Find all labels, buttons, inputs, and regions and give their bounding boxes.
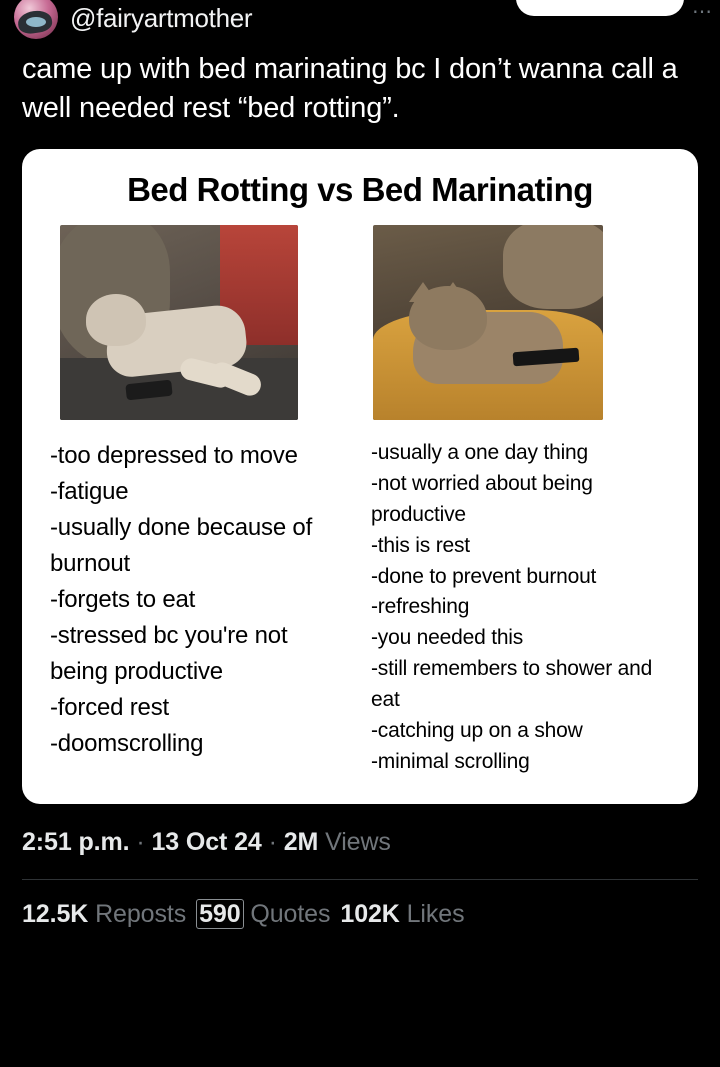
photo-pillow-shape [503, 225, 603, 309]
meta-separator-2: · [268, 827, 277, 856]
list-item: -this is rest [371, 533, 470, 557]
post-date: 13 Oct 24 [151, 827, 262, 856]
reposts-stat[interactable] [22, 900, 186, 929]
list-item: -forced rest [50, 694, 169, 722]
post-meta [0, 804, 720, 857]
quotes-label: Quotes [250, 899, 331, 928]
post-time: 2:51 p.m. [22, 827, 130, 856]
likes-stat[interactable] [340, 900, 464, 929]
list-item: -you needed this [371, 626, 524, 650]
list-item: -catching up on a show [371, 718, 583, 742]
list-item: -done to prevent burnout [371, 564, 597, 588]
list-item: -usually a one day thing [371, 441, 589, 465]
author-handle[interactable]: @fairyartmother [70, 2, 253, 33]
photo-cat-head [409, 286, 487, 350]
reposts-count: 12.5K [22, 899, 89, 928]
post-header [0, 0, 720, 44]
list-item: -refreshing [371, 595, 470, 619]
post-text: came up with bed marinating bc I don’t wanna call a well needed rest “bed rotting”. [22, 53, 678, 124]
bed-rotting-list [42, 438, 351, 762]
meta-separator-1: · [136, 827, 145, 856]
column-bed-rotting [42, 225, 351, 777]
views-count: 2M [283, 827, 319, 856]
reposts-label: Reposts [95, 899, 187, 928]
comparison-card [22, 149, 698, 803]
avatar[interactable] [14, 0, 58, 39]
photo-cat-head [86, 294, 146, 346]
list-item: -usually done because of burnout [50, 514, 313, 578]
likes-label: Likes [406, 899, 465, 928]
list-item: -too depressed to move [50, 442, 298, 470]
views-label: Views [325, 827, 391, 856]
likes-count: 102K [340, 899, 400, 928]
column-bed-marinating [369, 225, 678, 777]
post-stats [0, 880, 720, 929]
list-item: -not worried about being productive [371, 471, 593, 526]
cat-on-blanket-with-phone-photo [373, 225, 603, 420]
bed-marinating-list [369, 438, 678, 777]
card-title: Bed Rotting vs Bed Marinating [127, 171, 593, 209]
cat-lying-on-floor-photo [60, 225, 298, 420]
list-item: -fatigue [50, 478, 129, 506]
avatar-shape-secondary [26, 17, 46, 27]
list-item: -minimal scrolling [371, 749, 530, 773]
quotes-stat[interactable] [196, 900, 330, 929]
list-item: -doomscrolling [50, 730, 204, 758]
list-item: -forgets to eat [50, 586, 196, 614]
list-item: -still remembers to shower and eat [371, 657, 653, 711]
notification-pill [516, 0, 684, 16]
card-columns [42, 225, 678, 777]
more-options-icon[interactable]: ⋯ [692, 1, 712, 23]
quotes-count: 590 [196, 899, 243, 929]
list-item: -stressed bc you're not being productive [50, 622, 288, 686]
